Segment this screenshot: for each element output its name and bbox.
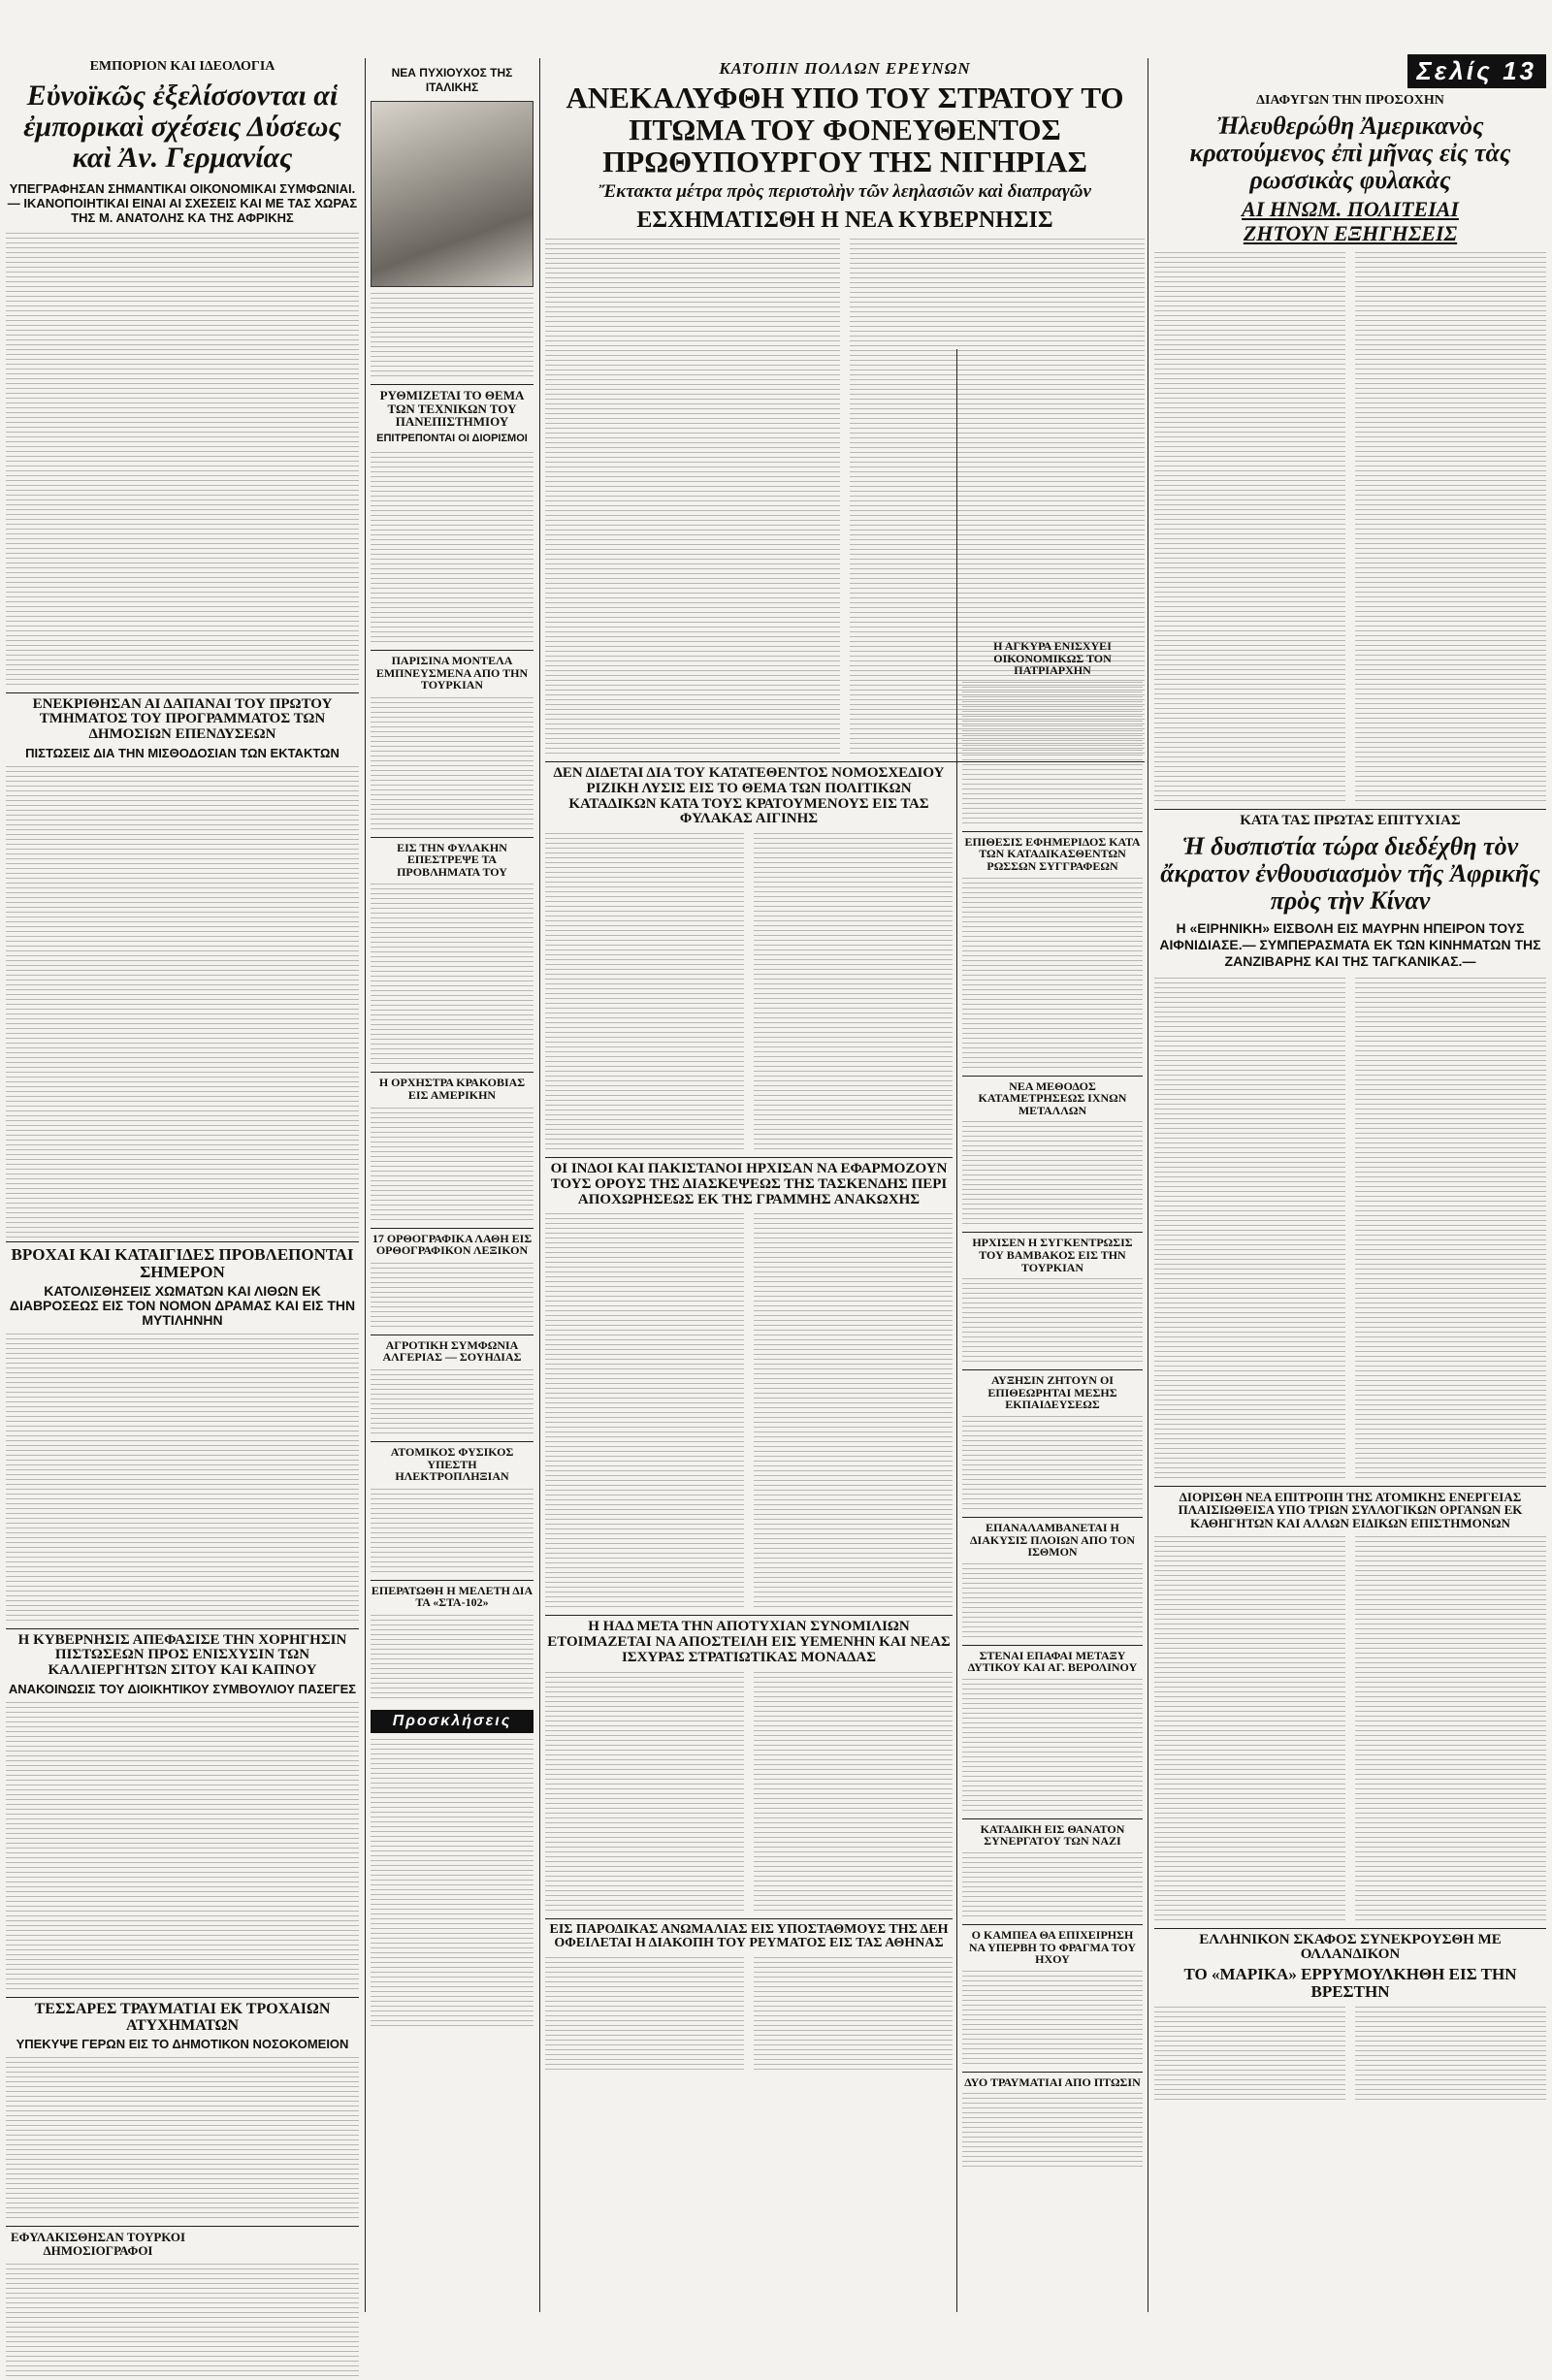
article-body [1154, 2007, 1345, 2104]
headline: ΕΠΑΝΑΛΑΜΒΑΝΕΤΑΙ Η ΔΙΑΚΥΣΙΣ ΠΛΟΙΩΝ ΑΠΟ ΤΟΝ ΙΣΘΜΟΝ [970, 1520, 1135, 1560]
subheadline: ΑΝΑΚΟΙΝΩΣΙΣ ΤΟΥ ΔΙΟΙΚΗΤΙΚΟΥ ΣΥΜΒΟΥΛΙΟΥ ΠΑΣΕΓΕΣ [8, 1681, 357, 1696]
column-rule [365, 58, 366, 2312]
kicker: ΕΜΠΟΡΙΟΝ ΚΑΙ ΙΔΕΟΛΟΓΙΑ [89, 59, 275, 74]
article-body [545, 239, 840, 757]
headline: ΕΣΧΗΜΑΤΙΣΘΗ Η ΝΕΑ ΚΥΒΕΡΝΗΣΙΣ [636, 207, 1053, 233]
headline: Η ΗΑΔ ΜΕΤΑ ΤΗΝ ΑΠΟΤΥΧΙΑΝ ΣΥΝΟΜΙΛΙΩΝ ΕΤΟΙΜΑΖΕΤΑΙ ΝΑ ΑΠΟΣΤΕΙΛΗ ΕΙΣ ΥΕΜΕΝΗΝ ΚΑΙ ΝΕΑΣ ΙΣΧΥΡΑΣ ΣΤΡΑΤΙΩΤΙΚΑΣ ΜΟΝΑΔΑΣ [547, 1619, 951, 1665]
headline: Εὐνοϊκῶς ἐξελίσσονται αἱ ἐμπορικαὶ σχέσεις Δύσεως καὶ Ἀν. Γερμανίας [23, 79, 341, 174]
headline: ΕΙΣ ΠΑΡΟΔΙΚΑΣ ΑΝΩΜΑΛΙΑΣ ΕΙΣ ΥΠΟΣΤΑΘΜΟΥΣ ΤΗΣ ΔΕΗ ΟΦΕΙΛΕΤΑΙ Η ΔΙΑΚΟΠΗ ΤΟΥ ΡΕΥΜΑΤΟΣ ΕΙΣ ΤΑΣ ΑΘΗΝΑΣ [549, 1921, 949, 1951]
headline: Ο ΚΑΜΠΕΑ ΘΑ ΕΠΙΧΕΙΡΗΣΗ ΝΑ ΥΠΕΡΒΗ ΤΟ ΦΡΑΓΜΑ ΤΟΥ ΗΧΟΥ [968, 1928, 1137, 1967]
headline: ΠΑΡΙΣΙΝΑ ΜΟΝΤΕΛΑ ΕΜΠΝΕΥΣΜΕΝΑ ΑΠΟ ΤΗΝ ΤΟΥΡΚΙΑΝ [375, 653, 529, 692]
headline: ΕΠΕΡΑΤΩΘΗ Η ΜΕΛΕΤΗ ΔΙΑ ΤΑ «ΣΤΑ-102» [371, 1583, 534, 1610]
headline: 17 ΟΡΘΟΓΡΑΦΙΚΑ ΛΑΘΗ ΕΙΣ ΟΡΘΟΓΡΑΦΙΚΟΝ ΛΕΞΙΚΟΝ [372, 1231, 533, 1258]
section-banner: Προσκλήσεις [371, 1710, 534, 1733]
headline: Η ΟΡΧΗΣΤΡΑ ΚΡΑΚΟΒΙΑΣ ΕΙΣ ΑΜΕΡΙΚΗΝ [378, 1076, 526, 1103]
main-headline: ΑΝΕΚΑΛΥΦΘΗ ΥΠΟ ΤΟΥ ΣΤΡΑΤΟΥ ΤΟ ΠΤΩΜΑ ΤΟΥ ΦΟΝΕΥΘΕΝΤΟΣ ΠΡΩΘΥΠΟΥΡΓΟΥ ΤΗΣ ΝΙΓΗΡΙΑΣ [566, 80, 1124, 178]
subheadline: ΖΗΤΟΥΝ ΕΞΗΓΗΣΕΙΣ [1243, 220, 1458, 245]
article-body [1355, 252, 1546, 805]
article-body [545, 1213, 744, 1611]
article-body [1355, 2007, 1546, 2104]
headline: ΕΦΥΛΑΚΙΣΘΗΣΑΝ ΤΟΥΡΚΟΙ ΔΗΜΟΣΙΟΓΡΑΦΟΙ [10, 2230, 186, 2259]
kicker: ΚΑΤΟΠΙΝ ΠΟΛΛΩΝ ΕΡΕΥΝΩΝ [719, 59, 971, 78]
article-body [545, 1672, 744, 1914]
headline: ΑΥΞΗΣΙΝ ΖΗΤΟΥΝ ΟΙ ΕΠΙΘΕΩΡΗΤΑΙ ΜΕΣΗΣ ΕΚΠΑΙΔΕΥΣΕΩΣ [987, 1373, 1117, 1412]
article-body [545, 1957, 744, 2074]
headline: Ἠλευθερώθη Ἀμερικανὸς κρατούμενος ἐπὶ μῆνας εἰς τὰς ρωσσικὰς φυλακὰς [1189, 111, 1511, 194]
kicker: ΔΙΑΦΥΓΩΝ ΤΗΝ ΠΡΟΣΟΧΗΝ [1256, 93, 1444, 108]
article-body [371, 884, 534, 1068]
subheadline: ΤΟ «ΜΑΡΙΚΑ» ΕΡΡΥΜΟΥΛΚΗΘΗ ΕΙΣ ΤΗΝ ΒΡΕΣΤΗΝ [1183, 1965, 1517, 2001]
article-body [6, 1702, 359, 1993]
headline: ΣΤΕΝΑΙ ΕΠΑΦΑΙ ΜΕΤΑΞΥ ΔΥΤΙΚΟΥ ΚΑΙ ΑΓ. ΒΕΡΟΛΙΝΟΥ [967, 1648, 1138, 1675]
announcements-body [371, 1739, 534, 2030]
article-body [545, 833, 744, 1153]
article-body [962, 1852, 1143, 1920]
headline: Ἡ δυσπιστία τώρα διεδέχθη τὸν ἄκρατον ἐνθουσιασμὸν τῆς Ἀφρικῆς πρὸς τὴν Κίναν [1160, 831, 1540, 915]
headline: ΔΙΟΡΙΣΘΗ ΝΕΑ ΕΠΙΤΡΟΠΗ ΤΗΣ ΑΤΟΜΙΚΗΣ ΕΝΕΡΓΕΙΑΣ ΠΛΑΙΣΙΩΘΕΙΣΑ ΥΠΟ ΤΡΙΩΝ ΣΥΛΛΟΓΙΚΩΝ ΟΡΓΑΝΩΝ ΕΚ ΚΑΘΗΓΗΤΩΝ ΚΑΙ ΑΛΛΩΝ ΕΙΔΙΚΩΝ ΕΠΙΣΤΗΜΟΝΩΝ [1178, 1489, 1523, 1530]
article-body [962, 682, 1143, 827]
article-body [371, 1489, 534, 1576]
article-body [962, 1416, 1143, 1513]
subheadline: ΕΠΙΤΡΕΠΟΝΤΑΙ ΟΙ ΔΙΟΡΙΣΜΟΙ [376, 432, 528, 444]
headline: Η ΚΥΒΕΡΝΗΣΙΣ ΑΠΕΦΑΣΙΣΕ ΤΗΝ ΧΟΡΗΓΗΣΙΝ ΠΙΣΤΩΣΕΩΝ ΠΡΟΣ ΕΝΙΣΧΥΣΙΝ ΤΩΝ ΚΑΛΛΙΕΡΓΗΤΩΝ ΣΙΤΟΥ ΚΑΙ ΚΑΠΝΟΥ [17, 1631, 347, 1679]
article-body [371, 1108, 534, 1224]
column-1 [6, 0, 359, 2380]
headline: ΕΛΛΗΝΙΚΟΝ ΣΚΑΦΟΣ ΣΥΝΕΚΡΟΥΣΘΗ ΜΕ ΟΛΛΑΝΔΙΚΟΝ [1199, 1931, 1502, 1963]
article-body [962, 2093, 1143, 2171]
headline: ΔΕΝ ΔΙΔΕΤΑΙ ΔΙΑ ΤΟΥ ΚΑΤΑΤΕΘΕΝΤΟΣ ΝΟΜΟΣΧΕΔΙΟΥ ΡΙΖΙΚΗ ΛΥΣΙΣ ΕΙΣ ΤΟ ΘΕΜΑ ΤΩΝ ΠΟΛΙΤΙΚΩΝ ΚΑΤΑΔΙΚΩΝ ΚΑΤΑ ΤΟΥΣ ΚΡΑΤΟΥΜΕΝΟΥΣ ΕΙΣ ΤΑΣ ΦΥΛΑΚΑΣ ΑΙΓΙΝΗΣ [553, 765, 945, 827]
article-body [754, 1672, 953, 1914]
article-body [6, 766, 359, 1238]
deck: Ἔκτακτα μέτρα πρὸς περιστολὴν τῶν λεηλασιῶν καὶ διαπραγῶν [598, 180, 1091, 202]
headline: ΚΑΤΑΔΙΚΗ ΕΙΣ ΘΑΝΑΤΟΝ ΣΥΝΕΡΓΑΤΟΥ ΤΩΝ ΝΑΖΙ [980, 1821, 1125, 1849]
column-2 [371, 0, 534, 2030]
subheadline: ΥΠΕΚΥΨΕ ΓΕΡΩΝ ΕΙΣ ΤΟ ΔΗΜΟΤΙΚΟΝ ΝΟΣΟΚΟΜΕΙΟΝ [16, 2037, 349, 2052]
article-body [6, 2264, 359, 2380]
subheadline: ΥΠΕΓΡΑΦΗΣΑΝ ΣΗΜΑΝΤΙΚΑΙ ΟΙΚΟΝΟΜΙΚΑΙ ΣΥΜΦΩΝΙΑΙ.— ΙΚΑΝΟΠΟΙΗΤΙΚΑΙ ΕΙΝΑΙ ΑΙ ΣΧΕΣΕΙΣ ΚΑΙ ΜΕ ΤΑΣ ΧΩΡΑΣ ΤΗΣ Μ. ΑΝΑΤΟΛΗΣ ΚΑ ΤΗΣ ΑΦΡΙΚΗΣ [7, 180, 358, 225]
column-5 [1154, 0, 1546, 2104]
subheadline: ΚΑΤΟΛΙΣΘΗΣΕΙΣ ΧΩΜΑΤΩΝ ΚΑΙ ΛΙΘΩΝ ΕΚ ΔΙΑΒΡΟΣΕΩΣ ΕΙΣ ΤΟΝ ΝΟΜΟΝ ΔΡΑΜΑΣ ΚΑΙ ΕΙΣ ΤΗΝ ΜΥΤΙΛΗΝΗΝ [9, 1282, 356, 1328]
headline: ΔΥΟ ΤΡΑΥΜΑΤΙΑΙ ΑΠΟ ΠΤΩΣΙΝ [964, 2074, 1141, 2089]
headline: ΕΙΣ ΤΗΝ ΦΥΛΑΚΗΝ ΕΠΕΣΤΡΕΨΕ ΤΑ ΠΡΟΒΛΗΜΑΤΑ ΤΟΥ [397, 840, 507, 879]
article-body [371, 1263, 534, 1331]
article-body [6, 233, 359, 689]
photo-caption: ΝΕΑ ΠΥΧΙΟΥΧΟΣ ΤΗΣ ΙΤΑΛΙΚΗΣ [391, 66, 513, 94]
column-4 [962, 640, 1143, 2171]
article-body [754, 1213, 953, 1611]
article-body [371, 697, 534, 833]
article-body [371, 1369, 534, 1437]
article-body [962, 878, 1143, 1072]
article-body [6, 1334, 359, 1624]
subheadline: ΠΙΣΤΩΣΕΙΣ ΔΙΑ ΤΗΝ ΜΙΣΘΟΔΟΣΙΑΝ ΤΩΝ ΕΚΤΑΚΤΩΝ [25, 745, 340, 760]
headline: ΑΤΟΜΙΚΟΣ ΦΥΣΙΚΟΣ ΥΠΕΣΤΗ ΗΛΕΚΤΡΟΠΛΗΞΙΑΝ [390, 1445, 514, 1484]
column-rule [539, 58, 540, 2312]
headline: ΡΥΘΜΙΖΕΤΑΙ ΤΟ ΘΕΜΑ ΤΩΝ ΤΕΧΝΙΚΩΝ ΤΟΥ ΠΑΝΕΠΙΣΤΗΜΙΟΥ [379, 388, 525, 430]
headline: ΕΠΙΘΕΣΙΣ ΕΦΗΜΕΡΙΔΟΣ ΚΑΤΑ ΤΩΝ ΚΑΤΑΔΙΚΑΣΘΕΝΤΩΝ ΡΩΣΣΩΝ ΣΥΓΓΡΑΦΕΩΝ [964, 834, 1141, 873]
headline: ΗΡΧΙΣΕΝ Η ΣΥΓΚΕΝΤΡΩΣΙΣ ΤΟΥ ΒΑΜΒΑΚΟΣ ΕΙΣ ΤΗΝ ΤΟΥΡΚΙΑΝ [972, 1236, 1133, 1274]
article-body [371, 452, 534, 646]
article-body [754, 833, 953, 1153]
headline: ΒΡΟΧΑΙ ΚΑΙ ΚΑΤΑΙΓΙΔΕΣ ΠΡΟΒΛΕΠΟΝΤΑΙ ΣΗΜΕΡΟΝ [11, 1244, 354, 1281]
headline: ΑΓΡΟΤΙΚΗ ΣΥΜΦΩΝΙΑ ΑΛΓΕΡΙΑΣ — ΣΟΥΗΔΙΑΣ [382, 1337, 522, 1365]
article-body [962, 1679, 1143, 1815]
article-body [6, 2057, 359, 2222]
article-body [1355, 978, 1546, 1482]
photo-text [371, 293, 534, 380]
headline: ΝΕΑ ΜΕΘΟΔΟΣ ΚΑΤΑΜΕΤΡΗΣΕΩΣ ΙΧΝΩΝ ΜΕΤΑΛΛΩΝ [978, 1078, 1127, 1117]
article-body [1154, 1536, 1345, 1924]
headline: ΤΕΣΣΑΡΕΣ ΤΡΑΥΜΑΤΙΑΙ ΕΚ ΤΡΟΧΑΙΩΝ ΑΤΥΧΗΜΑΤΩΝ [34, 2000, 331, 2034]
article-body [1154, 978, 1345, 1482]
headline: Η ΑΓΚΥΡΑ ΕΝΙΣΧΥΕΙ ΟΙΚΟΝΟΜΙΚΩΣ ΤΟΝ ΠΑΤΡΙΑΡΧΗΝ [993, 639, 1112, 678]
kicker: ΚΑΤΑ ΤΑΣ ΠΡΩΤΑΣ ΕΠΙΤΥΧΙΑΣ [1240, 812, 1461, 828]
article-body [962, 1121, 1143, 1228]
article-body [962, 1563, 1143, 1641]
article-body [1355, 1536, 1546, 1924]
news-photo [371, 101, 534, 287]
article-body [754, 1957, 953, 2074]
subheadline: Η «ΕΙΡΗΝΙΚΗ» ΕΙΣΒΟΛΗ ΕΙΣ ΜΑΥΡΗΝ ΗΠΕΙΡΟΝ ΤΟΥΣ ΑΙΦΝΙΔΙΑΣΕ.— ΣΥΜΠΕΡΑΣΜΑΤΑ ΕΚ ΤΩΝ ΚΙΝΗΜΑΤΩΝ ΤΗΣ ΖΑΝΖΙΒΑΡΗΣ ΚΑΙ ΤΗΣ ΤΑΓΚΑΝΙΚΑΣ.— [1159, 919, 1541, 969]
headline: ΟΙ ΙΝΔΟΙ ΚΑΙ ΠΑΚΙΣΤΑΝΟΙ ΗΡΧΙΣΑΝ ΝΑ ΕΦΑΡΜΟΖΟΥΝ ΤΟΥΣ ΟΡΟΥΣ ΤΗΣ ΔΙΑΣΚΕΨΕΩΣ ΤΗΣ ΤΑΣΚΕΝΔΗΣ ΠΕΡΙ ΑΠΟΧΩΡΗΣΕΩΣ ΕΚ ΤΗΣ ΓΡΑΜΜΗΣ ΑΝΑΚΩΧΗΣ [550, 1161, 948, 1207]
page-number-banner: Σελίς 13 [1407, 54, 1546, 88]
headline: ΕΝΕΚΡΙΘΗΣΑΝ ΑΙ ΔΑΠΑΝΑΙ ΤΟΥ ΠΡΩΤΟΥ ΤΜΗΜΑΤΟΣ ΤΟΥ ΠΡΟΓΡΑΜΜΑΤΟΣ ΤΩΝ ΔΗΜΟΣΙΩΝ ΕΠΕΝΔΥΣΕΩΝ [32, 695, 333, 743]
article-body [962, 1278, 1143, 1366]
subheadline: ΑΙ ΗΝΩΜ. ΠΟΛΙΤΕΙΑΙ [1242, 196, 1459, 221]
article-body [371, 1615, 534, 1702]
article-body [1154, 252, 1345, 805]
article-body [962, 1971, 1143, 2068]
